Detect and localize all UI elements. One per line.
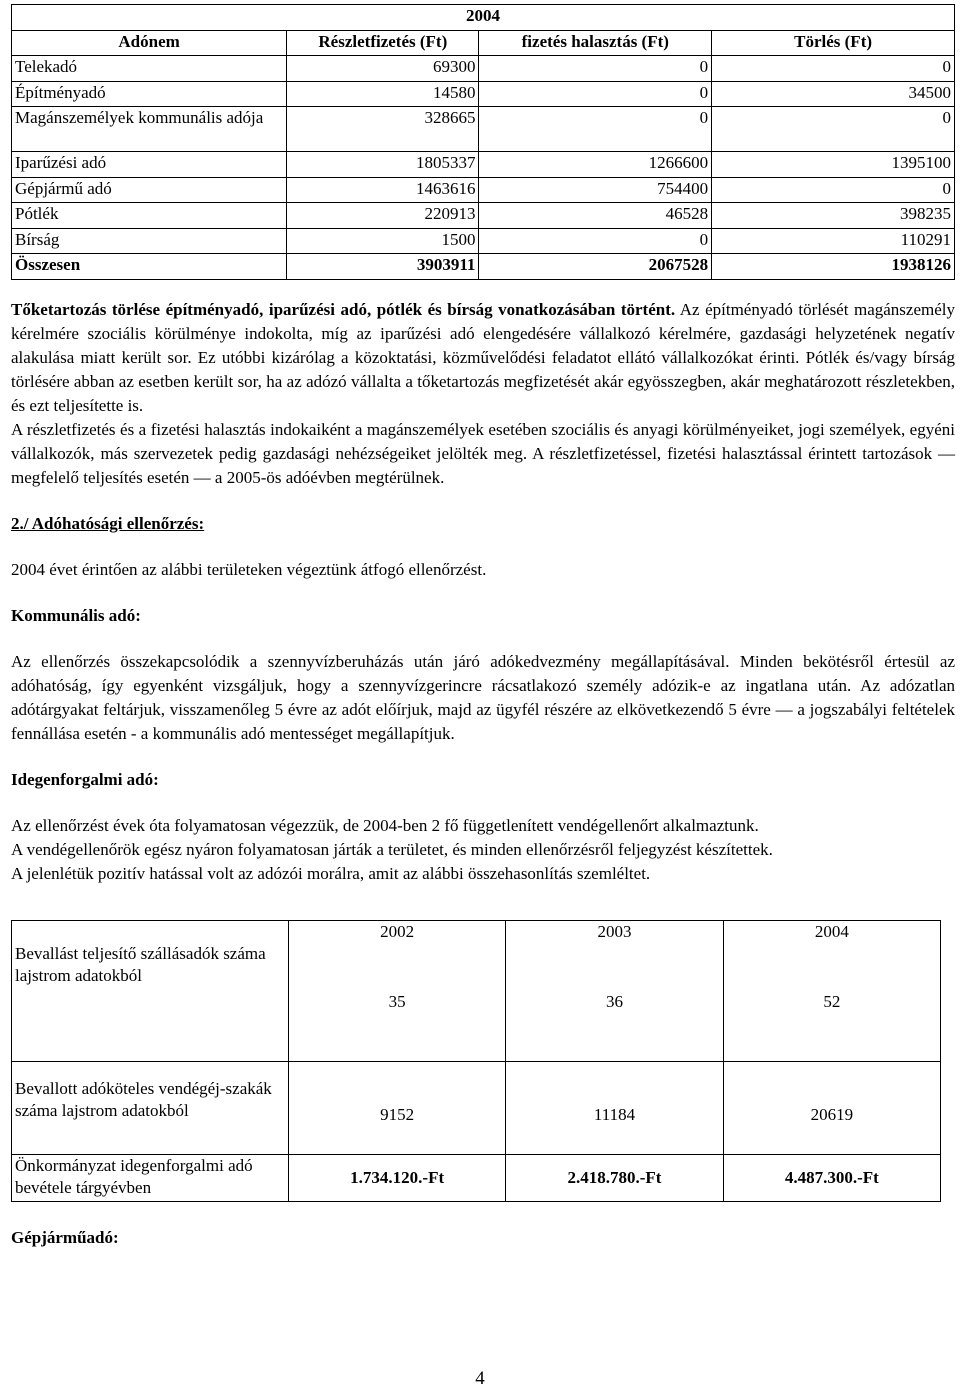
- paragraph-torles-rest: Az építményadó törlését magánszemély kérelmére szociális körülménye indokolta, míg az iparűzési adó elengedésére vállalkozó kérelmére, gazdasági helyzetének negatív alakulása miatt került sor. Ez utóbbi kizárólag a közoktatási, közművelődési feladatot ellátó vállalkozókat érinti. Pótlék és/vagy bírság törlésére abban az esetben került sor, ha az adózó vállalta a tőketartozás megfizetését akár egyösszegben, akár meghatározott részletekben, és ezt teljesítette is.: [11, 299, 955, 415]
- header-reszletfizetes: Részletfizetés (Ft): [287, 30, 479, 56]
- row-name: Építményadó: [12, 81, 287, 107]
- table-year-row: [12, 5, 955, 31]
- row-label: Bevallott adóköteles vendégéj-szakák száma lajstrom adatokból: [12, 1061, 289, 1154]
- row-torles: 1395100: [712, 152, 955, 178]
- row-reszlet: 1463616: [287, 177, 479, 203]
- row-reszlet: 69300: [287, 56, 479, 82]
- row-halasztas: 754400: [479, 177, 712, 203]
- year-2004: 2004: [723, 920, 940, 943]
- value-cell: 4.487.300.-Ft: [723, 1154, 940, 1201]
- row-halasztas: 46528: [479, 203, 712, 229]
- row-name: Magánszemélyek kommunális adója: [12, 107, 287, 152]
- value-cell: 52: [723, 943, 940, 1062]
- table-total-row: [12, 254, 955, 280]
- value-cell: 2.418.780.-Ft: [506, 1154, 723, 1201]
- paragraph-reszletfizetes: A részletfizetés és a fizetési halasztás indokaiként a magánszemélyek esetében szociális és anyagi körülményeiket, jogi személyek, egyéni vállalkozók, más szervezetek pedig gazdasági nehézségeiket jelölték meg. A részletfizetéssel, fizetési halasztással érintett tartozások — megfelelő teljesítés esetén — a 2005-ös adóévben megtérülnek.: [11, 419, 955, 487]
- table-row: [12, 81, 955, 107]
- row-reszlet: 220913: [287, 203, 479, 229]
- row-halasztas: 0: [479, 56, 712, 82]
- row-reszlet: 1500: [287, 228, 479, 254]
- total-reszlet: 3903911: [287, 254, 479, 280]
- page-number: 4: [475, 1368, 485, 1389]
- table-row: [12, 1154, 941, 1201]
- heading-kommunalis-ado: Kommunális adó:: [11, 605, 141, 625]
- total-halasztas: 2067528: [479, 254, 712, 280]
- row-halasztas: 0: [479, 81, 712, 107]
- value-cell: 1.734.120.-Ft: [289, 1154, 506, 1201]
- table-row: [12, 228, 955, 254]
- value-cell: 36: [506, 943, 723, 1062]
- heading-gepjarmuado: Gépjárműadó:: [11, 1227, 119, 1247]
- paragraph-torles-bold: Tőketartozás törlése építményadó, iparűzési adó, pótlék és bírság vonatkozásában történt.: [11, 299, 676, 319]
- table-year: 2004: [12, 5, 955, 31]
- row-label: Bevallást teljesítő szállásadók száma lajstrom adatokból: [12, 920, 289, 1061]
- row-name: Pótlék: [12, 203, 287, 229]
- value-cell: 20619: [723, 1061, 940, 1154]
- row-reszlet: 328665: [287, 107, 479, 152]
- table-row: [12, 152, 955, 178]
- row-reszlet: 14580: [287, 81, 479, 107]
- row-name: Iparűzési adó: [12, 152, 287, 178]
- total-torles: 1938126: [712, 254, 955, 280]
- table-row: [12, 1061, 941, 1154]
- row-halasztas: 1266600: [479, 152, 712, 178]
- header-adonem: Adónem: [12, 30, 287, 56]
- table-row: [12, 203, 955, 229]
- section-heading-ellenorzes: 2./ Adóhatósági ellenőrzés:: [11, 513, 205, 533]
- year-2003: 2003: [506, 920, 723, 943]
- year-2002: 2002: [289, 920, 506, 943]
- idegenforgalmi-comparison-table: [11, 920, 941, 1202]
- tax-summary-table: [11, 4, 955, 280]
- table-row: [12, 107, 955, 152]
- paragraph-torles: [11, 298, 955, 418]
- row-halasztas: 0: [479, 107, 712, 152]
- paragraph-idegen-2: A vendégellenőrök egész nyáron folyamatosan járták a területet, és minden ellenőrzésről feljegyzést készítettek.: [11, 839, 773, 859]
- value-cell: 35: [289, 943, 506, 1062]
- row-torles: 398235: [712, 203, 955, 229]
- header-torles: Törlés (Ft): [712, 30, 955, 56]
- row-torles: 0: [712, 107, 955, 152]
- table-row: [12, 56, 955, 82]
- row-name: Gépjármű adó: [12, 177, 287, 203]
- row-torles: 110291: [712, 228, 955, 254]
- table-row: [12, 920, 941, 943]
- row-name: Bírság: [12, 228, 287, 254]
- row-label: Önkormányzat idegenforgalmi adó bevétele tárgyévben: [12, 1154, 289, 1201]
- row-torles: 0: [712, 177, 955, 203]
- value-cell: 11184: [506, 1061, 723, 1154]
- paragraph-kommunalis: Az ellenőrzés összekapcsolódik a szennyvízberuházás után járó adókedvezmény megállapításával. Minden bekötésről értesül az adóhatóság, így egyenként vizsgáljuk, hogy a szennyvízgerincre rácsatlakozó személy adózik-e az ingatlana után. Az adózatlan adótárgyakat feltárjuk, visszamenőleg 5 évre az adót előírjuk, majd az ügyfél részére az elkövetkezendő 5 évre — a jogszabályi feltételek fennállása esetén - a kommunális adó mentességet megállapítjuk.: [11, 651, 955, 743]
- row-torles: 34500: [712, 81, 955, 107]
- row-reszlet: 1805337: [287, 152, 479, 178]
- table-row: [12, 177, 955, 203]
- heading-idegenforgalmi-ado: Idegenforgalmi adó:: [11, 769, 159, 789]
- paragraph-idegen-1: Az ellenőrzést évek óta folyamatosan végezzük, de 2004-ben 2 fő függetlenített vendégellenőrt alkalmaztunk.: [11, 815, 759, 835]
- table-header-row: [12, 30, 955, 56]
- header-halasztas: fizetés halasztás (Ft): [479, 30, 712, 56]
- total-name: Összesen: [12, 254, 287, 280]
- row-torles: 0: [712, 56, 955, 82]
- section-intro: 2004 évet érintően az alábbi területeken végeztünk átfogó ellenőrzést.: [11, 559, 487, 579]
- document-page: [11, 0, 955, 1250]
- row-halasztas: 0: [479, 228, 712, 254]
- value-cell: 9152: [289, 1061, 506, 1154]
- row-name: Telekadó: [12, 56, 287, 82]
- paragraph-idegen-3: A jelenlétük pozitív hatással volt az adózói morálra, amit az alábbi összehasonlítás szemléltet.: [11, 863, 651, 883]
